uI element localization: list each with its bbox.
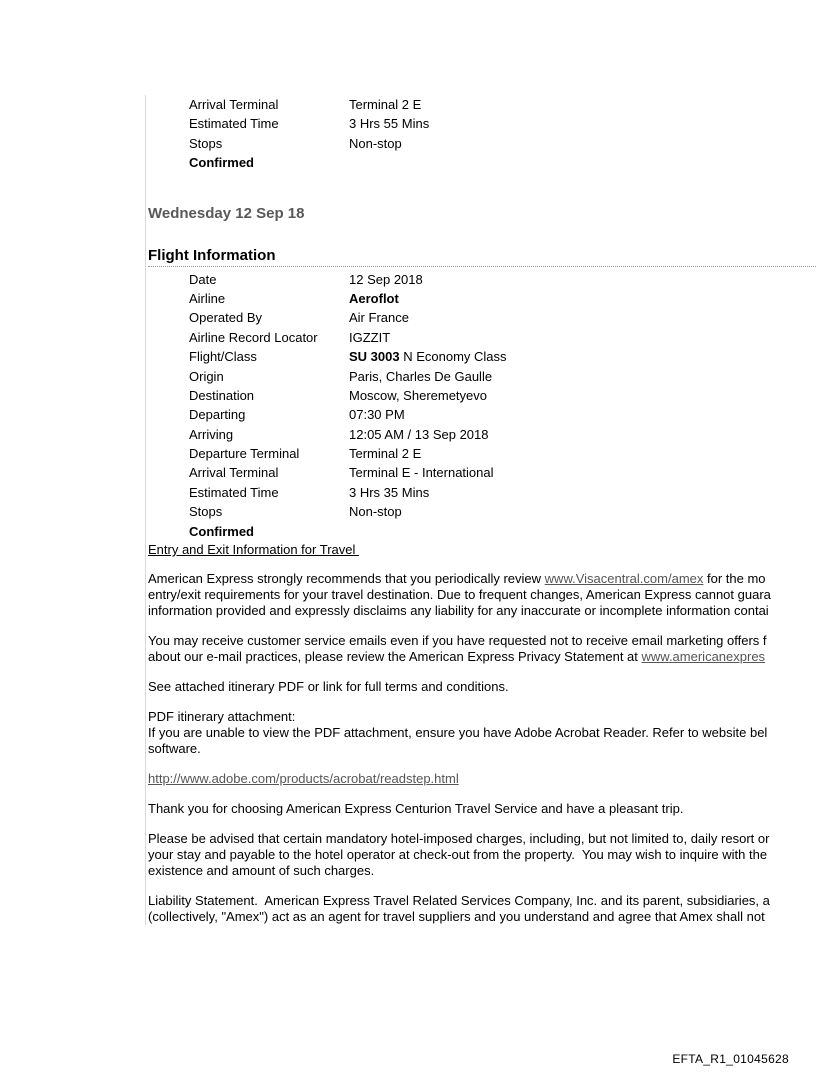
detail-label: Departing bbox=[189, 407, 246, 423]
liability-paragraph bbox=[148, 893, 816, 925]
record-locator: IGZZIT bbox=[349, 329, 391, 345]
itinerary-content bbox=[145, 95, 816, 925]
paragraph-text: PDF itinerary attachment: bbox=[148, 709, 296, 725]
detail-label: Stops bbox=[189, 135, 223, 151]
detail-label: Airline Record Locator bbox=[189, 329, 318, 345]
detail-row bbox=[189, 347, 816, 366]
paragraph-text: If you are unable to view the PDF attachment, ensure you have Adobe Acrobat Reader. Refer to website bel bbox=[148, 725, 768, 741]
detail-row bbox=[189, 463, 816, 482]
detail-row bbox=[189, 386, 816, 405]
flight-information-heading: Flight Information bbox=[148, 246, 816, 267]
detail-row bbox=[189, 483, 816, 502]
previous-flight-details bbox=[148, 95, 816, 173]
detail-value: 3 Hrs 35 Mins bbox=[349, 484, 430, 500]
detail-row bbox=[189, 367, 816, 386]
detail-label: Date bbox=[189, 271, 217, 287]
document-id: EFTA_R1_01045628 bbox=[672, 1052, 789, 1066]
detail-label: Stops bbox=[189, 504, 223, 520]
status-confirmed: Confirmed bbox=[189, 155, 254, 171]
detail-label: Airline bbox=[189, 290, 226, 306]
detail-value: Terminal 2 E bbox=[349, 97, 422, 112]
paragraph-text: information provided and expressly disclaims any liability for any inaccurate or incomplete information contai bbox=[148, 603, 769, 619]
detail-row bbox=[189, 502, 816, 521]
paragraph-text: existence and amount of such charges. bbox=[148, 863, 375, 879]
detail-value: 3 Hrs 55 Mins bbox=[349, 116, 430, 132]
adobe-link-paragraph bbox=[148, 771, 816, 787]
detail-row bbox=[189, 134, 816, 153]
flight-details bbox=[148, 270, 816, 541]
adobe-reader-link[interactable]: http://www.adobe.com/products/acrobat/readstep.html bbox=[148, 771, 459, 787]
class-text: N Economy Class bbox=[399, 349, 507, 365]
detail-value: Terminal E - International bbox=[349, 465, 494, 481]
privacy-statement-link[interactable]: www.americanexpres bbox=[641, 649, 766, 665]
detail-label: Destination bbox=[189, 387, 255, 403]
paragraph-text: Please be advised that certain mandatory hotel-imposed charges, including, but not limited to, daily resort or bbox=[148, 831, 770, 847]
detail-label: Origin bbox=[189, 368, 224, 384]
paragraph-text: about our e-mail practices, please review the American Express Privacy Statement at bbox=[148, 649, 642, 665]
paragraph-text: American Express strongly recommends that you periodically review bbox=[148, 571, 545, 587]
paragraph-text: software. bbox=[148, 741, 201, 757]
detail-label: Arrival Terminal bbox=[189, 465, 279, 481]
terms-paragraph: See attached itinerary PDF or link for full terms and conditions. bbox=[148, 679, 509, 695]
detail-value: Air France bbox=[349, 310, 409, 326]
detail-row bbox=[189, 289, 816, 308]
thank-you-paragraph: Thank you for choosing American Express Centurion Travel Service and have a pleasant trip. bbox=[148, 801, 684, 817]
detail-row bbox=[189, 114, 816, 133]
detail-row bbox=[189, 308, 816, 327]
paragraph-text: You may receive customer service emails even if you have requested not to receive email marketing offers f bbox=[148, 633, 767, 649]
status-confirmed: Confirmed bbox=[189, 523, 254, 539]
detail-value: 12:05 AM / 13 Sep 2018 bbox=[349, 426, 489, 442]
pdf-paragraph bbox=[148, 709, 816, 757]
detail-value: 12 Sep 2018 bbox=[349, 271, 423, 287]
paragraph-text: entry/exit requirements for your travel destination. Due to frequent changes, American Express cannot guara bbox=[148, 587, 771, 603]
detail-row bbox=[189, 270, 816, 289]
detail-label: Flight/Class bbox=[189, 349, 257, 365]
visacentral-link[interactable]: www.Visacentral.com/amex bbox=[544, 571, 704, 587]
paragraph-text: (collectively, "Amex") act as an agent for travel suppliers and you understand and agree that Amex shall not bbox=[148, 909, 765, 925]
detail-value: Paris, Charles De Gaulle bbox=[349, 368, 493, 384]
airline-name: Aeroflot bbox=[349, 290, 399, 306]
paragraph-text: Liability Statement. American Express Travel Related Services Company, Inc. and its parent, subsidiaries, a bbox=[148, 893, 770, 909]
detail-label: Operated By bbox=[189, 310, 262, 326]
entry-exit-info-link[interactable]: Entry and Exit Information for Travel bbox=[148, 542, 359, 558]
detail-value: 07:30 PM bbox=[349, 407, 405, 423]
detail-value: Non-stop bbox=[349, 135, 402, 151]
detail-value: Moscow, Sheremetyevo bbox=[349, 387, 488, 403]
detail-row bbox=[189, 444, 816, 463]
detail-value: Terminal 2 E bbox=[349, 446, 422, 462]
paragraph-text: your stay and payable to the hotel operator at check-out from the property. You may wish to inquire with the bbox=[148, 847, 768, 863]
hotel-charges-paragraph bbox=[148, 831, 816, 879]
day-heading: Wednesday 12 Sep 18 bbox=[148, 204, 305, 222]
detail-label: Arriving bbox=[189, 426, 234, 442]
detail-label: Departure Terminal bbox=[189, 446, 300, 462]
paragraph-text: for the mo bbox=[703, 571, 766, 587]
detail-label: Estimated Time bbox=[189, 116, 279, 132]
detail-row bbox=[189, 405, 816, 424]
detail-value: Non-stop bbox=[349, 504, 402, 520]
visa-paragraph bbox=[148, 571, 816, 619]
email-paragraph bbox=[148, 633, 816, 665]
detail-row bbox=[189, 328, 816, 347]
flight-class-value bbox=[349, 347, 507, 366]
detail-label: Arrival Terminal bbox=[189, 97, 279, 112]
detail-row bbox=[189, 425, 816, 444]
flight-number: SU 3003 bbox=[349, 349, 400, 365]
detail-label: Estimated Time bbox=[189, 484, 279, 500]
detail-row bbox=[189, 95, 816, 114]
